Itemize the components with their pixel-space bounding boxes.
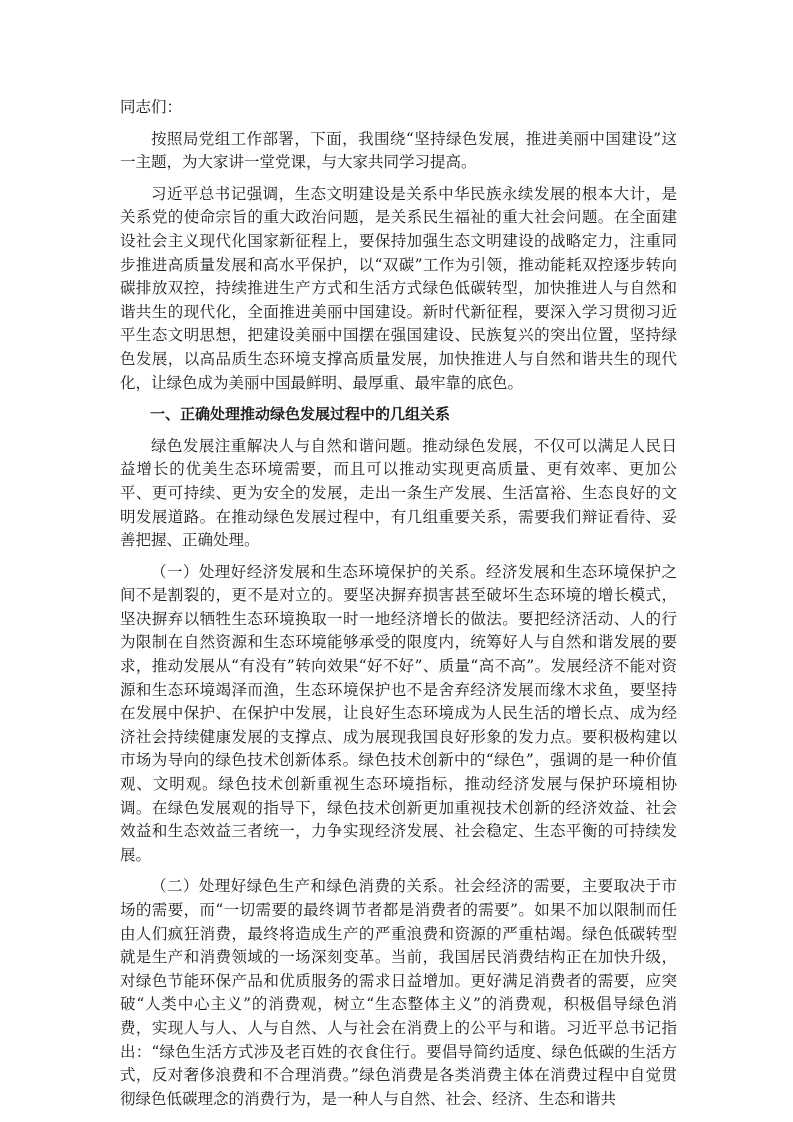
body-paragraph-4: （二）处理好绿色生产和绿色消费的关系。社会经济的需要，主要取决于市场的需要，而“一切需要的最终调节者都是消费者的需要”。如果不加以限制而任由人们疯狂消费，最终将造成生产的严重浪费和资源的严重枯竭。绿色低碳转型就是生产和消费领域的一场深刻变革。当前，我国居民消费结构正在加快升级，对绿色节能环保产品和优质服务的需求日益增加。更好满足消费者的需要，应突破“人类中心主义”的消费观，树立“生态整体主义”的消费观，积极倡导绿色消费，实现人与人、人与自然、人与社会在消费上的公平与和谐。习近平总书记指出：“绿色生活方式涉及老百姓的衣食住行。要倡导简约适度、绿色低碳的生活方式，反对奢侈浪费和不合理消费。”绿色消费是各类消费主体在消费过程中自觉贯彻绿色低碳理念的消费行为，是一种人与自然、社会、经济、生态和谐共: [120, 877, 677, 1108]
intro-paragraph: 按照局党组工作部署，下面，我围绕“坚持绿色发展，推进美丽中国建设”这一主题，为大家讲一堂党课，与大家共同学习提高。: [120, 129, 677, 172]
section-heading-1: 一、正确处理推动绿色发展过程中的几组关系: [150, 405, 451, 424]
document-page: [120, 96, 677, 1119]
body-paragraph-3: （一）处理好经济发展和生态环境保护的关系。经济发展和生态环境保护之间不是割裂的，更不是对立的。要坚决摒弃损害甚至破坏生态环境的增长模式，坚决摒弃以牺牲生态环境换取一时一地经济增长的做法。要把经济活动、人的行为限制在自然资源和生态环境能够承受的限度内，统筹好人与自然和谐发展的要求，推动发展从“有没有”转向效果“好不好”、质量“高不高”。发展经济不能对资源和生态环境竭泽而渔，生态环境保护也不是舍弃经济发展而缘木求鱼，要坚持在发展中保护、在保护中发展，让良好生态环境成为人民生活的增长点、成为经济社会持续健康发展的支撑点、成为展现我国良好形象的发力点。要积极构建以市场为导向的绿色技术创新体系。绿色技术创新中的“绿色”，强调的是一种价值观、文明观。绿色技术创新重视生态环境指标，推动经济发展与保护环境相协调。在绿色发展观的指导下，绿色技术创新更加重视技术创新的经济效益、社会效益和生态效益三者统一，力争实现经济发展、社会稳定、生态平衡的可持续发展。: [120, 562, 677, 864]
salutation: 同志们：: [120, 98, 183, 116]
body-paragraph-2: 绿色发展注重解决人与自然和谐问题。推动绿色发展，不仅可以满足人民日益增长的优美生态环境需要，而且可以推动实现更高质量、更有效率、更加公平、更可持续、更为安全的发展，走出一条生产发展、生活富裕、生态良好的文明发展道路。在推动绿色发展过程中，有几组重要关系，需要我们辩证看待、妥善把握、正确处理。: [120, 436, 677, 550]
body-paragraph-1: 习近平总书记强调，生态文明建设是关系中华民族永续发展的根本大计，是关系党的使命宗旨的重大政治问题，是关系民生福祉的重大社会问题。在全面建设社会主义现代化国家新征程上，要保持加强生态文明建设的战略定力，注重同步推进高质量发展和高水平保护，以“双碳”工作为引领，推动能耗双控逐步转向碳排放双控，持续推进生产方式和生活方式绿色低碳转型，加快推进人与自然和谐共生的现代化，全面推进美丽中国建设。新时代新征程，要深入学习贯彻习近平生态文明思想，把建设美丽中国摆在强国建设、民族复兴的突出位置，坚持绿色发展，以高品质生态环境支撑高质量发展，加快推进人与自然和谐共生的现代化，让绿色成为美丽中国最鲜明、最厚重、最牢靠的底色。: [120, 184, 677, 392]
